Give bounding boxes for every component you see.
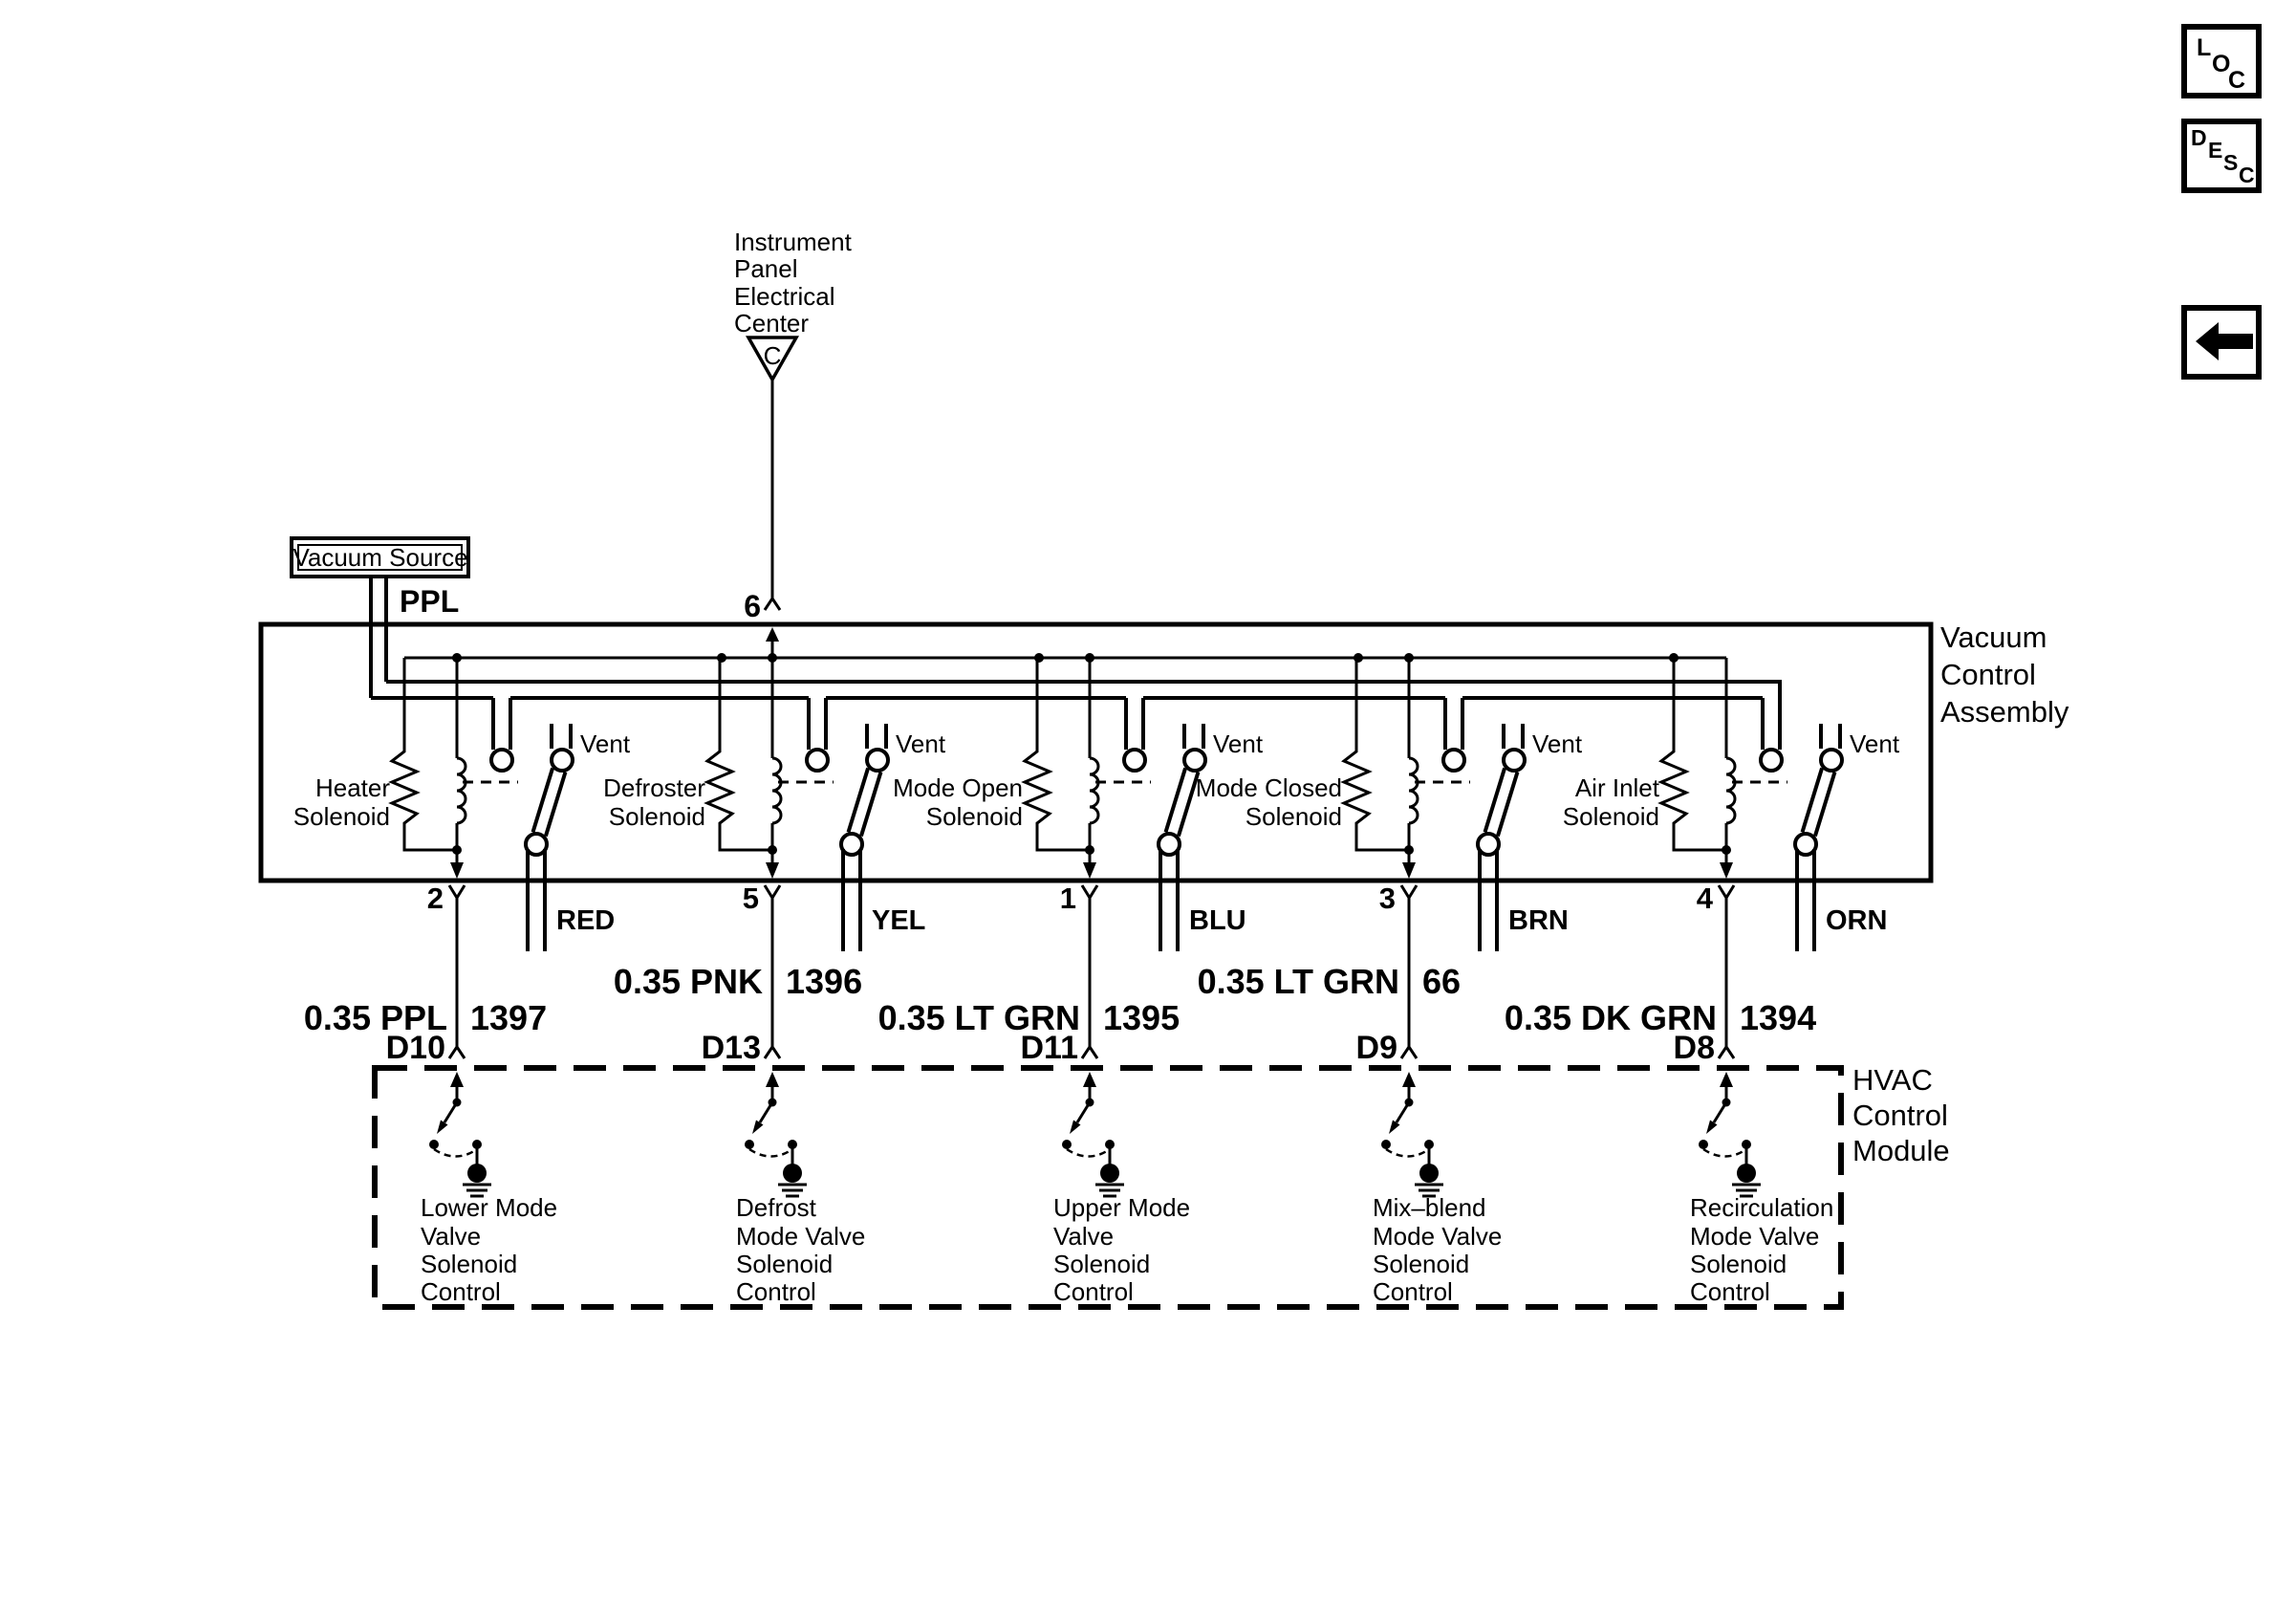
control-label: Mode Valve: [736, 1222, 866, 1251]
loc-button[interactable]: [2184, 27, 2259, 96]
circuit-number: 66: [1422, 962, 1462, 1001]
control-label: Defrost: [736, 1193, 816, 1222]
loc-letter: O: [2212, 51, 2231, 77]
vent-label: Vent: [1850, 729, 1900, 758]
solenoid-name: Heater: [314, 773, 390, 802]
vent-label: Vent: [580, 729, 631, 758]
solenoid-name: Solenoid: [608, 802, 705, 831]
svg-text:HVAC: HVAC: [1852, 1063, 1933, 1097]
circuit-number: 1394: [1740, 998, 1817, 1037]
hose-color-label: BRN: [1508, 905, 1569, 936]
vacuum-supply-bus: [371, 682, 1780, 698]
control-label: Solenoid: [1053, 1250, 1151, 1278]
control-label: Lower Mode: [421, 1193, 558, 1222]
solenoid-name: Mode Open: [893, 773, 1023, 802]
control-label: Control: [421, 1277, 501, 1306]
control-label: Mix–blend: [1373, 1193, 1486, 1222]
feed-label: Electrical: [734, 282, 835, 311]
case-pin-label: 4: [1696, 882, 1713, 915]
solenoid-name: Solenoid: [925, 802, 1023, 831]
hose-color-label: RED: [556, 905, 616, 936]
control-label: Solenoid: [421, 1250, 518, 1278]
solenoid-name: Mode Closed: [1195, 773, 1342, 802]
desc-letter: E: [2208, 138, 2223, 163]
control-label: Control: [736, 1277, 816, 1306]
case-pin-label: 5: [742, 882, 759, 915]
desc-button[interactable]: [2184, 121, 2259, 190]
assembly-title: [1940, 620, 2069, 729]
control-label: Recirculation: [1690, 1193, 1834, 1222]
module-title: [1852, 1063, 1950, 1167]
module-pin-label: D10: [385, 1030, 445, 1066]
control-label: Solenoid: [736, 1250, 834, 1278]
feed-label: Center: [734, 309, 810, 337]
wire-label: 0.35 LT GRN: [877, 998, 1080, 1037]
circuit-number: 1396: [786, 962, 863, 1001]
control-label: Control: [1053, 1277, 1134, 1306]
loc-letter: L: [2197, 34, 2212, 61]
control-label: Valve: [421, 1222, 482, 1251]
wire-label: 0.35 PPL: [303, 998, 447, 1037]
module-pin-label: D9: [1355, 1030, 1397, 1066]
hose-color-label: ORN: [1826, 905, 1888, 936]
control-label: Upper Mode: [1053, 1193, 1191, 1222]
control-label: Control: [1690, 1277, 1770, 1306]
loc-letter: C: [2228, 67, 2246, 94]
vacuum-source-label: Vacuum Source: [292, 543, 468, 572]
solenoid-unit-defroster: [603, 658, 946, 1306]
hose-color-label: BLU: [1189, 905, 1246, 936]
feed-label: Instrument: [734, 228, 852, 256]
instrument-panel-feed: [734, 228, 853, 658]
control-label: Control: [1373, 1277, 1453, 1306]
case-pin-label: 1: [1059, 882, 1076, 915]
svg-text:Vacuum: Vacuum: [1940, 620, 2047, 654]
control-label: Solenoid: [1690, 1250, 1787, 1278]
connector-letter: C: [763, 341, 782, 370]
module-pin-label: D8: [1673, 1030, 1715, 1066]
vent-label: Vent: [1213, 729, 1264, 758]
wire-label: 0.35 LT GRN: [1197, 962, 1399, 1001]
desc-letter: S: [2223, 150, 2239, 175]
feed-label: Panel: [734, 254, 798, 283]
control-label: Solenoid: [1373, 1250, 1470, 1278]
control-label: Mode Valve: [1690, 1222, 1820, 1251]
solenoid-name: Solenoid: [292, 802, 390, 831]
module-pin-label: D13: [701, 1030, 761, 1066]
case-pin-label: 2: [426, 882, 444, 915]
circuit-number: 1395: [1103, 998, 1180, 1037]
module-pin-label: D11: [1020, 1030, 1078, 1066]
wire-label: 0.35 PNK: [613, 962, 763, 1001]
solenoid-name: Solenoid: [1245, 802, 1342, 831]
solenoid-name: Defroster: [603, 773, 705, 802]
back-button[interactable]: [2184, 308, 2259, 377]
solenoid-name: Solenoid: [1562, 802, 1659, 831]
case-pin-label: 3: [1378, 882, 1396, 915]
svg-text:Assembly: Assembly: [1940, 695, 2069, 729]
svg-text:Control: Control: [1940, 658, 2036, 691]
wire-label: 0.35 DK GRN: [1504, 998, 1717, 1037]
solenoid-unit-heater: [293, 658, 631, 1306]
desc-letter: C: [2239, 163, 2255, 187]
vacuum-source: [292, 538, 468, 698]
circuit-number: 1397: [470, 998, 548, 1037]
vent-label: Vent: [1532, 729, 1583, 758]
svg-text:Control: Control: [1852, 1099, 1948, 1132]
desc-letter: D: [2191, 125, 2207, 150]
hose-color-label: YEL: [872, 905, 926, 936]
control-label: Mode Valve: [1373, 1222, 1503, 1251]
svg-text:Module: Module: [1852, 1134, 1950, 1167]
vent-label: Vent: [896, 729, 946, 758]
pin-6-label: 6: [744, 589, 761, 623]
control-label: Valve: [1053, 1222, 1115, 1251]
supply-color-label: PPL: [400, 584, 460, 619]
solenoid-name: Air Inlet: [1574, 773, 1659, 802]
